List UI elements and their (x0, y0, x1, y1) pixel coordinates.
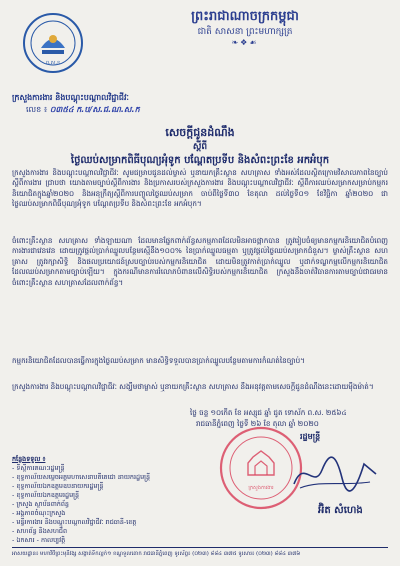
signer-name: អ៊ិត សំហេង (318, 505, 363, 516)
reference-suffix: ក.ប/ស.ជ.ណ.ស.ក (76, 105, 140, 114)
body-paragraph-2: ចំពោះគ្រឹះស្ថាន សហគ្រាស ទាំងឡាយណា ដែលមានផ្នែកពាក់ព័ន្ធសកម្មភាពដែលមិនអាចផ្អាកបាន ត្រូវរៀបចំឲ្យមានកម្មករនិយោជិតបំពេញការងារជាវេនវេន ដោយត្រូវផ្តល់ប្រាក់ឈ្នួលបន្ថែមស្មើនឹង១០០%​ នៃប្រាក់ឈ្នួលធម្មតា ឬត្រូវផ្តល់ថ្ងៃឈប់សម្រាកជំនួស។ ម្ចាស់គ្រឹះស្ថាន សហគ្រាស ត្រូវរក្សាសិទ្ធិ និងផលប្រយោជន៍ស្របច្បាប់របស់កម្មករនិយោជិត ដោយមិនត្រូវកាត់ប្រាក់ឈ្នួល ឬដាក់ទណ្ឌកម្មលើកម្មករនិយោជិតដែលឈប់សម្រាកតាមច្បាប់ឡើយ។ ក្នុងករណីមានការរំលោភបំពានលើសិទ្ធិរបស់កម្មករនិយោជិត ក្រសួងនឹងចាត់វិធានការតាមច្បាប់ជាធរមាន ចំពោះគ្រឹះស្ថាន សហគ្រាសដែលពាក់ព័ន្ធ។ (12, 236, 388, 287)
document-title: ថ្ងៃឈប់សម្រាកពិធីបុណ្យអុំទូក បណ្តែតប្រទីប និងសំពះព្រះខែ អកអំបុក (70, 155, 330, 166)
ministry-name: ក្រសួងការងារ និងបណ្តុះបណ្តាលវិជ្ជាជីវៈ (12, 93, 129, 102)
reference-number-value: ០៣៥៤ (49, 105, 74, 114)
footer-address: អាសយដ្ឋាន៖ មហាវិថីព្រះមុនីវង្ស សង្កាត់ទឹកល្អក់១ ខណ្ឌទួលគោក រាជធានីភ្នំពេញ ទូរស័ព្ទ៖ (០២៣) ៨៨៤ ៣៧៥ ទូរសារ៖ (០២៣) ៨៨៤ ៣៧៦ (12, 551, 301, 557)
recipient-item: - ខុទ្ទកាល័យឯកឧត្តមឧបនាយករដ្ឋមន្ត្រី (12, 482, 104, 490)
body-paragraph-3: កម្មករនិយោជិតដែលបានធ្វើការក្នុងថ្ងៃឈប់សម្រាក មានសិទ្ធិទទួលបានប្រាក់ឈ្នួលបន្ថែមតាមការកំណត់នៃច្បាប់។ (12, 356, 305, 365)
signer-title: រដ្ឋមន្ត្រី (300, 432, 321, 441)
reference-number: លេខ ៖ ០៣៥៤ ក.ប/ស.ជ.ណ.ស.ក (26, 105, 140, 114)
recipient-item: - ខុទ្ទកាល័យសម្តេចអគ្គមហាសេនាបតីតេជោ នាយករដ្ឋមន្ត្រី (12, 473, 151, 481)
recipients-list (12, 455, 202, 545)
recipient-item: - មន្ទីរការងារ និងបណ្តុះបណ្តាលវិជ្ជាជីវៈ រាជធានី-ខេត្ត (12, 518, 137, 526)
recipient-item: - ក្រសួង ស្ថាប័នពាក់ព័ន្ធ (12, 500, 69, 508)
signature-icon (290, 450, 380, 496)
recipient-item: - ទីស្តីការគណៈរដ្ឋមន្ត្រី (12, 464, 65, 472)
ministry-logo-icon (22, 12, 84, 74)
recipients-heading: កន្លែងទទួល ៖ (12, 455, 46, 463)
recipient-item: - អង្គភាពចំណុះក្រសួង (12, 509, 66, 517)
logo-text: ព.ស.ខ (45, 60, 61, 66)
body-paragraph-4: ក្រសួងការងារ និងបណ្តុះបណ្តាលវិជ្ជាជីវៈ សង្ឃឹមថាម្ចាស់ ឬនាយកគ្រឹះស្ថាន សហគ្រាស នឹងអនុវត្តតាមសេចក្តីជូនដំណឹងនេះដោយម៉ឺងម៉ាត់។ (12, 382, 374, 391)
recipient-item: - ឯកសារ - កាលប្បវត្តិ (12, 536, 66, 544)
document-type: សេចក្តីជូនដំណឹង (165, 126, 235, 139)
recipient-item: - ខុទ្ទកាល័យឯកឧត្តមរដ្ឋមន្ត្រី (12, 491, 80, 499)
solar-date: រាជធានីភ្នំពេញ ថ្ងៃទី ២៦ ខែ តុលា ឆ្នាំ ២០២០ (196, 419, 319, 428)
body-paragraph-1: ក្រសួងការងារ និងបណ្តុះបណ្តាលវិជ្ជាជីវៈ សូមជម្រាបជូនដល់ម្ចាស់ ឬនាយកគ្រឹះស្ថាន សហគ្រាស ទាំងអស់ដែលស្ថិតក្រោមវិសាលភាពនៃច្បាប់ស្តីពីការងារ ជ្រាបថា យោងតាមច្បាប់ស្តីពីការងារ និងប្រកាសរបស់ក្រសួងការងារ និងបណ្តុះបណ្តាលវិជ្ជាជីវៈ ស្តីពីការឈប់សម្រាកសម្រាប់កម្មករនិយោជិតក្នុងឆ្នាំ២០២០ និងអនុក្រឹត្យស្តីពីការបញ្ចូលថ្ងៃឈប់សម្រាក ចាប់ពីថ្ងៃទី៣០ ខែតុលា ដល់ថ្ងៃទី០១ ខែវិច្ឆិកា ឆ្នាំ២០២០ ជាថ្ងៃឈប់សម្រាកពិធីបុណ្យអុំទូក បណ្តែតប្រទីប និងសំពះព្រះខែ អកអំបុក។ (12, 168, 388, 209)
kingdom-title: ព្រះរាជាណាចក្រកម្ពុជា (191, 9, 299, 24)
reference-label: លេខ (26, 105, 42, 114)
ornament-icon: ❧❖☙ (231, 38, 259, 47)
stamp-text: ក្រសួងការងារ (248, 485, 274, 491)
footer-divider (12, 547, 388, 548)
lunar-date: ថ្ងៃ ចន្ទ ១០កើត ខែ អស្សុជ ឆ្នាំ ជូត ទោស័ក ព.ស. ២៥៦៤ (190, 408, 347, 417)
subject-label: ស្តីពី (192, 142, 208, 152)
national-motto: ជាតិ សាសនា ព្រះមហាក្សត្រ (197, 27, 293, 37)
recipient-item: - សហព័ន្ធ និងសហជីព (12, 527, 68, 535)
